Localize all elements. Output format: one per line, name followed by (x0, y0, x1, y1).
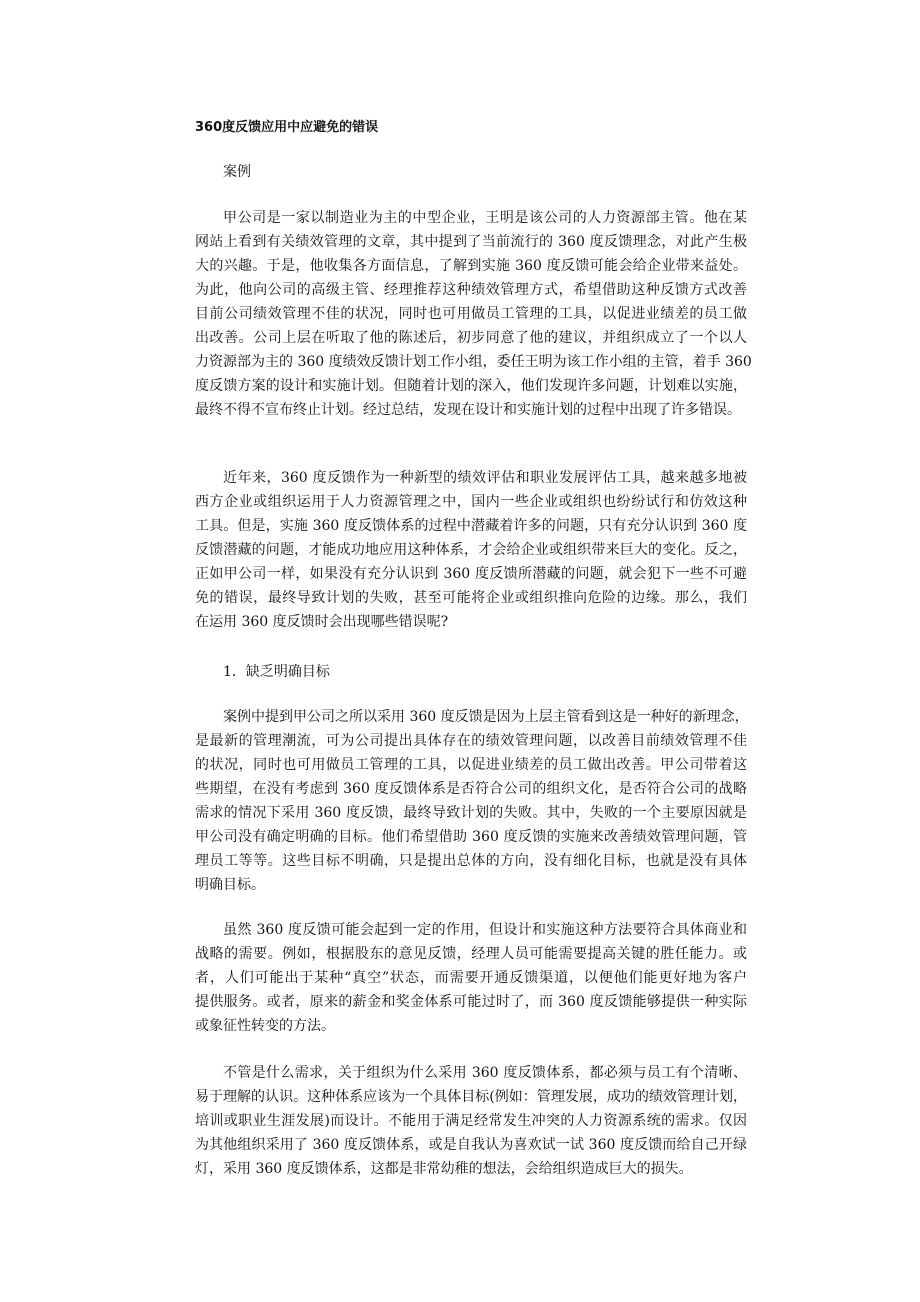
text-line: 甲公司是一家以制造业为主的中型企业，王明是该公司的人力资源部主管。他在某 (223, 210, 747, 226)
text-line: 甲公司没有确定明确的目标。他们希望借助 360 度反馈的实施来改善绩效管理问题，管 (195, 829, 747, 845)
text-line: 出改善。公司上层在听取了他的陈述后，初步同意了他的建议，并组织成立了一个以人 (195, 330, 747, 346)
paragraph-intro (195, 466, 747, 634)
text-line: 提供服务。或者，原来的薪金和奖金体系可能过时了，而 360 度反馈能够提供一种实际 (195, 994, 747, 1010)
text-line: 虽然 360 度反馈可能会起到一定的作用，但设计和实施这种方法要符合具体商业和 (223, 922, 747, 938)
text-line: 工具。但是，实施 360 度反馈体系的过程中潜藏着许多的问题，只有充分认识到 360 度 (195, 518, 747, 534)
text-line: 者，人们可能出于某种“真空”状态，而需要开通反馈渠道，以便他们能更好地为客户 (195, 970, 747, 986)
text-line: 不管是什么需求，关于组织为什么采用 360 度反馈体系，都必须与员工有个清晰、 (223, 1065, 747, 1081)
text-line: 大的兴趣。于是，他收集各方面信息，了解到实施 360 度反馈可能会给企业带来益处。 (195, 258, 747, 274)
text-line: 明确目标。 (195, 877, 265, 893)
text-line: 或象征性转变的方法。 (195, 1018, 335, 1034)
text-line: 些期望，在没有考虑到 360 度反馈体系是否符合公司的组织文化，是否符合公司的战略 (195, 781, 747, 797)
paragraph-section1-c (195, 1061, 747, 1181)
text-line: 理员工等等。这些目标不明确，只是提出总体的方向，没有细化目标，也就是没有具体 (195, 853, 747, 869)
paragraph-case (195, 206, 752, 422)
text-line: 需求的情况下采用 360 度反馈，最终导致计划的失败。其中，失败的一个主要原因就是 (195, 805, 747, 821)
text-line: 在运用 360 度反馈时会出现哪些错误呢? (195, 614, 449, 630)
text-line: 目前公司绩效管理不佳的状况，同时也可用做员工管理的工具，以促进业绩差的员工做 (195, 306, 747, 322)
text-line: 为其他组织采用了 360 度反馈体系，或是自我认为喜欢试一试 360 度反馈而给自己开绿 (195, 1137, 747, 1153)
text-line: 度反馈方案的设计和实施计划。但随着计划的深入，他们发现许多问题，计划难以实施， (195, 378, 747, 394)
text-line: 力资源部为主的 360 度绩效反馈计划工作小组，委任王明为该工作小组的主管，着手 360 (195, 354, 752, 370)
case-heading: 案例 (223, 164, 251, 180)
text-line: 最终不得不宣布终止计划。经过总结，发现在设计和实施计划的过程中出现了许多错误。 (195, 402, 741, 418)
paragraph-section1-b (195, 918, 747, 1038)
text-line: 西方企业或组织运用于人力资源管理之中，国内一些企业或组织也纷纷试行和仿效这种 (195, 494, 747, 510)
text-line: 近年来，360 度反馈作为一种新型的绩效评估和职业发展评估工具，越来越多地被 (223, 470, 747, 486)
text-line: 为此，他向公司的高级主管、经理推荐这种绩效管理方式，希望借助这种反馈方式改善 (195, 282, 747, 298)
text-line: 网站上看到有关绩效管理的文章，其中提到了当前流行的 360 度反馈理念，对此产生极 (195, 234, 747, 250)
text-line: 是最新的管理潮流，可为公司提出具体存在的绩效管理问题，以改善目前绩效管理不佳 (195, 733, 747, 749)
text-line: 战略的需要。例如，根据股东的意见反馈，经理人员可能需要提高关键的胜任能力。或 (195, 946, 747, 962)
document-title: 360度反馈应用中应避免的错误 (195, 120, 379, 135)
text-line: 反馈潜藏的问题，才能成功地应用这种体系，才会给企业或组织带来巨大的变化。反之， (195, 542, 747, 558)
text-line: 免的错误，最终导致计划的失败，甚至可能将企业或组织推向危险的边缘。那么，我们 (195, 590, 747, 606)
text-line: 案例中提到甲公司之所以采用 360 度反馈是因为上层主管看到这是一种好的新理念， (223, 709, 749, 725)
paragraph-section1-a (195, 705, 747, 897)
text-line: 的状况，同时也可用做员工管理的工具，以促进业绩差的员工做出改善。甲公司带着这 (195, 757, 747, 773)
section-heading-1: 1．缺乏明确目标 (223, 664, 330, 680)
text-line: 灯，采用 360 度反馈体系，这都是非常幼稚的想法，会给组织造成巨大的损失。 (195, 1161, 693, 1177)
text-line: 正如甲公司一样，如果没有充分认识到 360 度反馈所潜藏的问题，就会犯下一些不可避 (195, 566, 747, 582)
text-line: 培训或职业生涯发展)而设计。不能用于满足经常发生冲突的人力资源系统的需求。仅因 (195, 1113, 747, 1129)
text-line: 易于理解的认识。这种体系应该为一个具体目标(例如：管理发展，成功的绩效管理计划， (195, 1089, 747, 1105)
